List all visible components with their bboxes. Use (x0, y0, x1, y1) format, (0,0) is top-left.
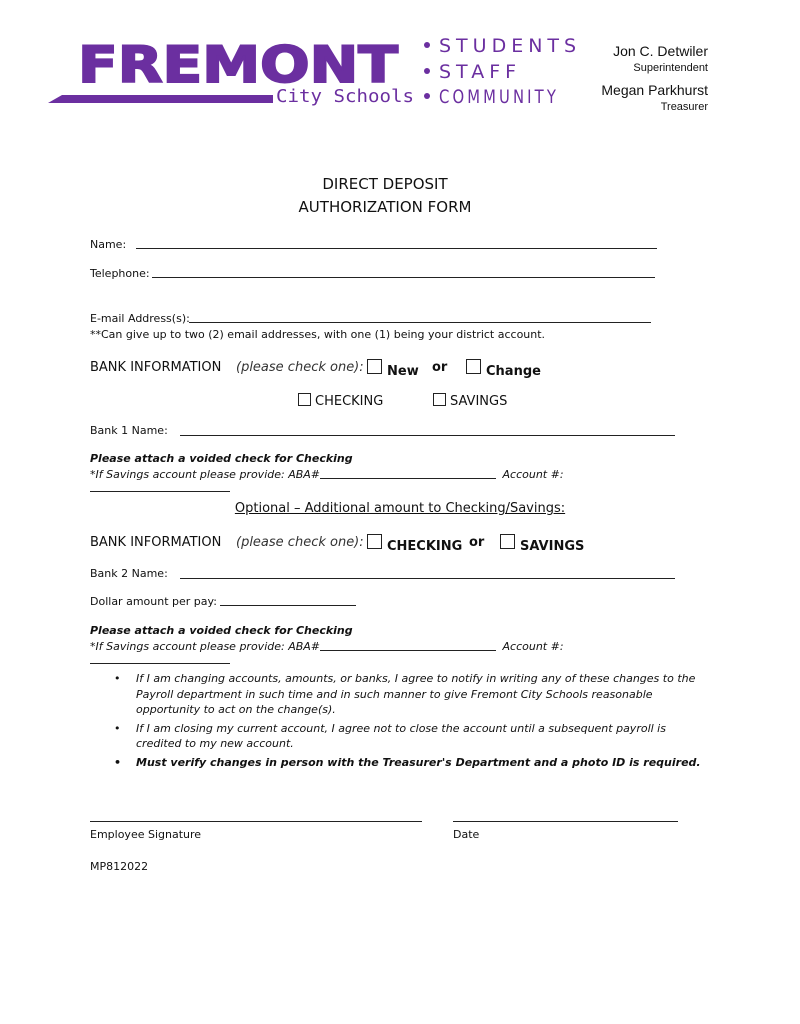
or-text-2: or (469, 535, 485, 550)
logo-sub-text: City Schools (276, 86, 414, 107)
superintendent-title: Superintendent (633, 62, 708, 74)
dollar-amount-row (90, 595, 356, 608)
savings-aba-row-2 (90, 640, 680, 666)
account-field[interactable] (90, 491, 230, 492)
telephone-field[interactable] (152, 277, 655, 278)
date-label: Date (453, 828, 480, 841)
tagline-staff: STAFF (439, 61, 522, 83)
optional-heading: Optional – Additional amount to Checking/Savings: (234, 501, 566, 516)
bank1-field[interactable] (180, 435, 675, 436)
tagline-dot (424, 93, 430, 99)
savings-checkbox[interactable] (433, 393, 446, 406)
aba-label-2: *If Savings account please provide: ABA# (90, 640, 321, 653)
bullet-text: If I am changing accounts, amounts, or banks, I agree to notify in writing any of these changes to the Payroll department in such time and in such manner to give Fremont City Schools reasonable opportunity to act on the change(s). (136, 672, 696, 716)
account-label-2: Account #: (502, 640, 564, 653)
or-text: or (432, 360, 448, 375)
checking-checkbox[interactable] (298, 393, 311, 406)
title-line-1: DIRECT DEPOSIT (322, 175, 448, 193)
aba-field[interactable] (320, 478, 496, 479)
option-checking[interactable] (298, 393, 383, 409)
dollar-field[interactable] (220, 605, 356, 606)
attach-check-note-2: Please attach a voided check for Checking (90, 624, 353, 637)
checking-checkbox-2[interactable] (367, 534, 382, 549)
form-code: MP812022 (90, 860, 149, 873)
savings-aba-row (90, 468, 680, 494)
treasurer-title: Treasurer (660, 101, 708, 113)
bullet-text: Must verify changes in person with the Treasurer's Department and a photo ID is required. (136, 755, 701, 769)
terms-list (90, 671, 702, 773)
change-label: Change (486, 364, 541, 379)
email-field[interactable] (189, 322, 651, 323)
savings-checkbox-2[interactable] (500, 534, 515, 549)
savings-label-2: SAVINGS (520, 539, 585, 554)
bank2-label: Bank 2 Name: (90, 567, 168, 580)
title-line-2: AUTHORIZATION FORM (298, 198, 472, 216)
name-field[interactable] (136, 248, 657, 249)
account-label: Account #: (502, 468, 564, 481)
option-savings-2[interactable] (500, 534, 584, 554)
account-field-2[interactable] (90, 663, 230, 664)
new-label: New (387, 364, 419, 379)
bullet-text: If I am closing my current account, I agree not to close the account until a subsequent payroll is credited to my new account. (136, 721, 666, 750)
name-label: Name: (90, 238, 127, 251)
logo-main-text: FREMONT (78, 36, 398, 94)
tagline-students: STUDENTS (439, 35, 582, 57)
tagline-dot (424, 42, 430, 48)
dollar-label: Dollar amount per pay: (90, 595, 217, 608)
signature-label: Employee Signature (90, 828, 202, 841)
tagline-community: COMMUNITY (439, 86, 559, 108)
superintendent-name: Jon C. Detwiler (613, 43, 708, 59)
change-checkbox[interactable] (466, 359, 481, 374)
new-checkbox[interactable] (367, 359, 382, 374)
telephone-label: Telephone: (90, 267, 150, 280)
logo-swoosh-bar (48, 95, 273, 103)
option-new[interactable] (367, 359, 419, 379)
list-item: • If I am closing my current account, I agree not to close the account until a subsequent payroll is credited to my new account. (114, 721, 666, 750)
list-item: • Must verify changes in person with the Treasurer's Department and a photo ID is required. (114, 755, 701, 769)
logo (48, 30, 582, 110)
bank2-field[interactable] (180, 578, 675, 579)
bank-info-label: BANK INFORMATION (90, 360, 222, 375)
savings-label: SAVINGS (450, 394, 508, 409)
bank-info-label-2: BANK INFORMATION (90, 535, 222, 550)
check-one-note-2: (please check one): (236, 535, 364, 550)
treasurer-name: Megan Parkhurst (601, 82, 708, 98)
aba-field-2[interactable] (320, 650, 496, 651)
list-item: • If I am changing accounts, amounts, or banks, I agree to notify in writing any of these changes to the Payroll department in such time and in such manner to give Fremont City Schools reasonable opportunity to act on the change(s). (114, 672, 696, 716)
form-title (0, 173, 770, 219)
option-savings[interactable] (433, 393, 507, 409)
option-checking-2[interactable] (367, 534, 462, 554)
checking-label-2: CHECKING (387, 539, 463, 554)
email-note: **Can give up to two (2) email addresses, with one (1) being your district account. (90, 328, 546, 341)
attach-check-note: Please attach a voided check for Checking (90, 452, 353, 465)
date-field[interactable] (453, 821, 678, 822)
aba-label: *If Savings account please provide: ABA# (90, 468, 321, 481)
officials-block (601, 43, 708, 113)
checking-label: CHECKING (315, 394, 384, 409)
signature-field[interactable] (90, 821, 422, 822)
email-label: E-mail Address(s): (90, 312, 190, 325)
option-change[interactable] (466, 359, 541, 379)
tagline-dot (424, 68, 430, 74)
bank1-label: Bank 1 Name: (90, 424, 168, 437)
check-one-note: (please check one): (236, 360, 364, 375)
